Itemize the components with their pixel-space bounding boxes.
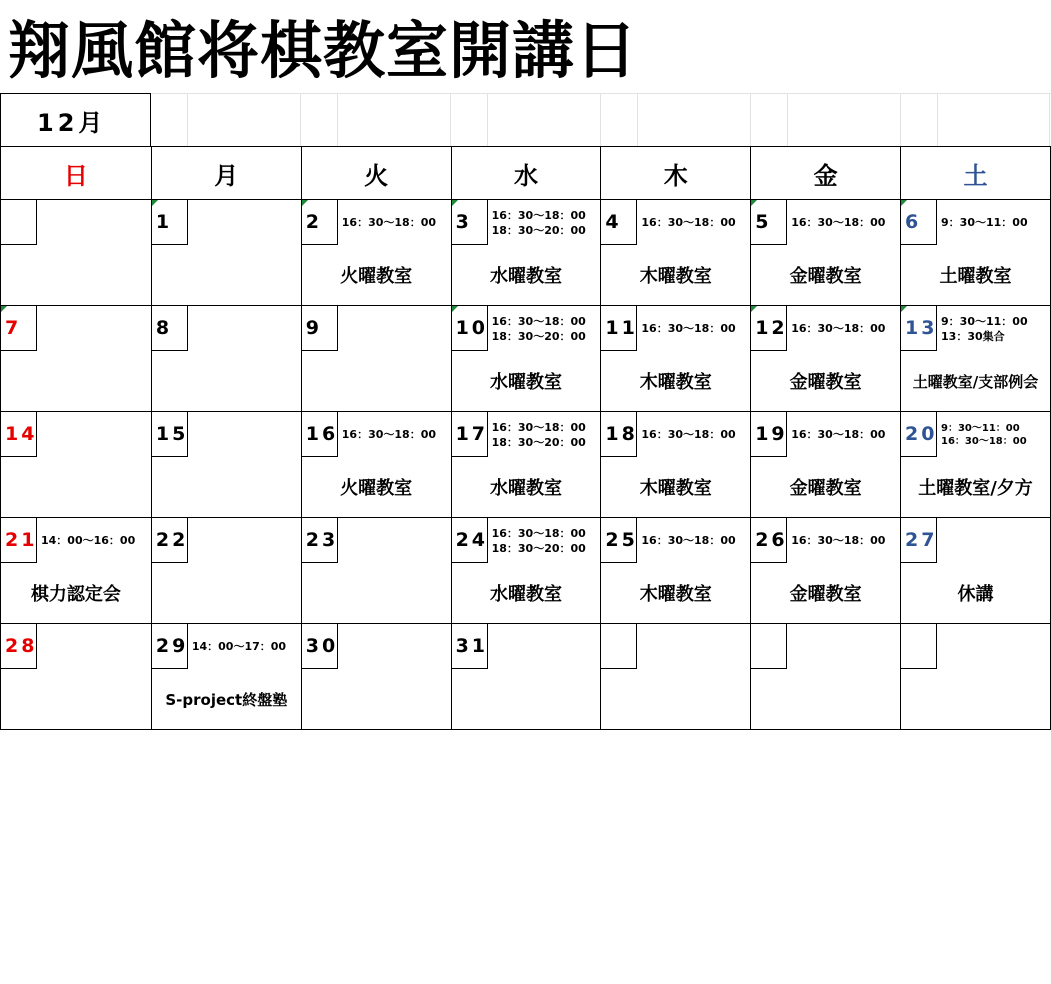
time-line: 16：30～18：00 bbox=[791, 534, 886, 547]
day-number: 15 bbox=[152, 412, 188, 457]
day-cell bbox=[751, 518, 901, 564]
time-line: 16：30～18：00 bbox=[641, 428, 736, 441]
time-line: 16：30～18：00 bbox=[491, 208, 586, 222]
time-slot bbox=[492, 200, 599, 245]
day-number: 31 bbox=[452, 624, 488, 669]
week-row-labels bbox=[1, 246, 1051, 306]
time-line: 16：30～18：00 bbox=[491, 420, 586, 434]
day-cell bbox=[601, 624, 751, 670]
day-number: 7 bbox=[1, 306, 37, 351]
day-cell bbox=[301, 306, 451, 352]
class-label: 木曜教室 bbox=[601, 458, 751, 518]
day-cell bbox=[451, 624, 601, 670]
day-cell bbox=[751, 624, 901, 670]
day-number: 19 bbox=[751, 412, 787, 457]
time-line: 16：30～18：00 bbox=[641, 216, 736, 229]
class-label: 休講 bbox=[901, 564, 1051, 624]
day-number: 6 bbox=[901, 200, 937, 245]
class-label: 木曜教室 bbox=[601, 352, 751, 412]
class-label bbox=[901, 670, 1051, 730]
time-line: 16：30～18：00 bbox=[641, 322, 736, 335]
time-line: 16：30～18：00 bbox=[641, 534, 736, 547]
weekday-header-row bbox=[1, 147, 1051, 200]
class-label: 金曜教室 bbox=[751, 564, 901, 624]
class-label: 火曜教室 bbox=[301, 458, 451, 518]
day-number: 10 bbox=[452, 306, 488, 351]
day-number: 11 bbox=[601, 306, 637, 351]
day-number: 21 bbox=[1, 518, 37, 563]
time-line: 13：30集合 bbox=[941, 329, 1005, 343]
class-label: 金曜教室 bbox=[751, 458, 901, 518]
sheet-gridline bbox=[750, 93, 751, 146]
time-slot bbox=[791, 412, 898, 457]
time-line: 16：30～18：00 bbox=[791, 428, 886, 441]
day-number: 20 bbox=[901, 412, 937, 457]
day-cell bbox=[151, 200, 301, 246]
sheet-gridline bbox=[900, 93, 901, 146]
time-line: 9：30～11：00 bbox=[941, 314, 1028, 328]
class-label: 水曜教室 bbox=[451, 564, 601, 624]
class-label bbox=[751, 670, 901, 730]
sheet-gridline bbox=[450, 93, 451, 146]
class-label: 木曜教室 bbox=[601, 564, 751, 624]
sheet-gridline bbox=[0, 93, 1051, 94]
class-label bbox=[451, 670, 601, 730]
time-line: 9：30～11：00 bbox=[941, 422, 1020, 434]
sheet-gridline bbox=[487, 93, 488, 146]
time-slot bbox=[342, 200, 449, 245]
week-row-dates bbox=[1, 624, 1051, 670]
month-label: 12月 bbox=[0, 93, 151, 147]
day-number: 4 bbox=[601, 200, 637, 245]
time-slot bbox=[41, 518, 149, 563]
day-cell bbox=[601, 412, 751, 458]
time-line: 18：30～20：00 bbox=[491, 329, 586, 343]
time-line: 16：30～18：00 bbox=[791, 216, 886, 229]
day-number: 22 bbox=[152, 518, 188, 563]
day-cell bbox=[451, 518, 601, 564]
class-label: 水曜教室 bbox=[451, 458, 601, 518]
day-cell bbox=[901, 200, 1051, 246]
time-slot bbox=[941, 306, 1048, 351]
calendar-grid bbox=[0, 146, 1051, 730]
time-line: 18：30～20：00 bbox=[491, 223, 586, 237]
class-label bbox=[151, 352, 301, 412]
day-cell bbox=[451, 200, 601, 246]
weekday-thu: 木 bbox=[601, 147, 751, 200]
weekday-tue: 火 bbox=[301, 147, 451, 200]
class-label: 土曜教室 bbox=[901, 246, 1051, 306]
time-line: 16：30～18：00 bbox=[941, 435, 1027, 447]
class-label bbox=[301, 670, 451, 730]
time-slot bbox=[641, 412, 748, 457]
week-row-labels bbox=[1, 564, 1051, 624]
day-cell bbox=[601, 518, 751, 564]
sheet-gridline bbox=[187, 93, 188, 146]
day-cell bbox=[151, 306, 301, 352]
time-slot bbox=[492, 518, 599, 563]
day-cell bbox=[1, 200, 152, 246]
time-line: 16：30～18：00 bbox=[341, 428, 436, 441]
day-cell bbox=[1, 624, 152, 670]
day-cell bbox=[1, 306, 152, 352]
day-number: 17 bbox=[452, 412, 488, 457]
day-number: 1 bbox=[152, 200, 188, 245]
week-row-dates bbox=[1, 200, 1051, 246]
time-slot bbox=[492, 306, 599, 351]
day-cell bbox=[901, 412, 1051, 458]
time-line: 9：30～11：00 bbox=[941, 216, 1028, 229]
day-number: 29 bbox=[152, 624, 188, 669]
week-row-dates bbox=[1, 306, 1051, 352]
sheet-gridline bbox=[937, 93, 938, 146]
class-label bbox=[601, 670, 751, 730]
day-cell bbox=[901, 624, 1051, 670]
day-number: 23 bbox=[302, 518, 338, 563]
week-row-labels bbox=[1, 458, 1051, 518]
day-cell bbox=[301, 412, 451, 458]
class-label: 金曜教室 bbox=[751, 246, 901, 306]
time-slot bbox=[941, 412, 1048, 457]
time-slot bbox=[791, 518, 898, 563]
day-number bbox=[901, 624, 937, 669]
class-label: 棋力認定会 bbox=[1, 564, 152, 624]
time-line: 16：30～18：00 bbox=[791, 322, 886, 335]
weekday-fri: 金 bbox=[751, 147, 901, 200]
time-slot bbox=[941, 200, 1048, 245]
class-label: 水曜教室 bbox=[451, 352, 601, 412]
day-cell bbox=[301, 200, 451, 246]
day-number: 3 bbox=[452, 200, 488, 245]
weekday-mon: 月 bbox=[151, 147, 301, 200]
day-number bbox=[601, 624, 637, 669]
day-cell bbox=[601, 200, 751, 246]
class-label bbox=[151, 458, 301, 518]
time-slot bbox=[791, 200, 898, 245]
class-label bbox=[1, 458, 152, 518]
time-slot bbox=[791, 306, 898, 351]
time-slot bbox=[342, 412, 449, 457]
day-number: 27 bbox=[901, 518, 937, 563]
class-label: 土曜教室/支部例会 bbox=[901, 352, 1051, 412]
day-number: 2 bbox=[302, 200, 338, 245]
time-slot bbox=[641, 200, 748, 245]
day-cell bbox=[751, 412, 901, 458]
class-label: 金曜教室 bbox=[751, 352, 901, 412]
sheet-gridline bbox=[337, 93, 338, 146]
sheet-gridline bbox=[600, 93, 601, 146]
class-label bbox=[301, 352, 451, 412]
day-number: 12 bbox=[751, 306, 787, 351]
class-label: 水曜教室 bbox=[451, 246, 601, 306]
day-cell bbox=[751, 200, 901, 246]
sheet-gridline bbox=[637, 93, 638, 146]
weekday-sat: 土 bbox=[901, 147, 1051, 200]
class-label: 木曜教室 bbox=[601, 246, 751, 306]
time-slot bbox=[641, 306, 748, 351]
day-cell bbox=[901, 306, 1051, 352]
day-number: 9 bbox=[302, 306, 338, 351]
day-number: 16 bbox=[302, 412, 338, 457]
day-cell bbox=[451, 412, 601, 458]
time-slot bbox=[641, 518, 748, 563]
class-label: S-project終盤塾 bbox=[151, 670, 301, 730]
week-row-labels bbox=[1, 352, 1051, 412]
day-cell bbox=[1, 412, 152, 458]
day-cell bbox=[301, 518, 451, 564]
day-cell bbox=[151, 518, 301, 564]
class-label bbox=[301, 564, 451, 624]
day-cell bbox=[151, 624, 301, 670]
day-number bbox=[751, 624, 787, 669]
week-row-dates bbox=[1, 518, 1051, 564]
class-label: 土曜教室/夕方 bbox=[901, 458, 1051, 518]
time-line: 18：30～20：00 bbox=[491, 435, 586, 449]
time-line: 18：30～20：00 bbox=[491, 541, 586, 555]
day-number: 28 bbox=[1, 624, 37, 669]
day-number: 13 bbox=[901, 306, 937, 351]
time-slot bbox=[492, 412, 599, 457]
day-number: 30 bbox=[302, 624, 338, 669]
day-number: 8 bbox=[152, 306, 188, 351]
time-line: 14：00～16：00 bbox=[41, 534, 136, 547]
class-label: 火曜教室 bbox=[301, 246, 451, 306]
day-number: 26 bbox=[751, 518, 787, 563]
day-number: 18 bbox=[601, 412, 637, 457]
class-label bbox=[1, 352, 152, 412]
weekday-sun: 日 bbox=[1, 147, 152, 200]
day-cell bbox=[751, 306, 901, 352]
sheet-gridline bbox=[1049, 93, 1050, 146]
sheet-gridline bbox=[300, 93, 301, 146]
day-number: 25 bbox=[601, 518, 637, 563]
day-number: 14 bbox=[1, 412, 37, 457]
time-line: 16：30～18：00 bbox=[341, 216, 436, 229]
day-cell bbox=[1, 518, 152, 564]
time-slot bbox=[192, 624, 299, 669]
weekday-wed: 水 bbox=[451, 147, 601, 200]
class-label bbox=[1, 246, 152, 306]
day-number bbox=[1, 200, 37, 245]
day-cell bbox=[451, 306, 601, 352]
time-line: 14：00～17：00 bbox=[191, 640, 287, 653]
day-cell bbox=[901, 518, 1051, 564]
day-number: 24 bbox=[452, 518, 488, 563]
class-label bbox=[1, 670, 152, 730]
sheet-gridline bbox=[787, 93, 788, 146]
day-cell bbox=[301, 624, 451, 670]
day-cell bbox=[601, 306, 751, 352]
class-label bbox=[151, 246, 301, 306]
day-number: 5 bbox=[751, 200, 787, 245]
day-cell bbox=[151, 412, 301, 458]
time-line: 16：30～18：00 bbox=[491, 526, 586, 540]
week-row-dates bbox=[1, 412, 1051, 458]
time-line: 16：30～18：00 bbox=[491, 314, 586, 328]
week-row-labels bbox=[1, 670, 1051, 730]
class-label bbox=[151, 564, 301, 624]
page-title: 翔風館将棋教室開講日 bbox=[8, 14, 639, 87]
